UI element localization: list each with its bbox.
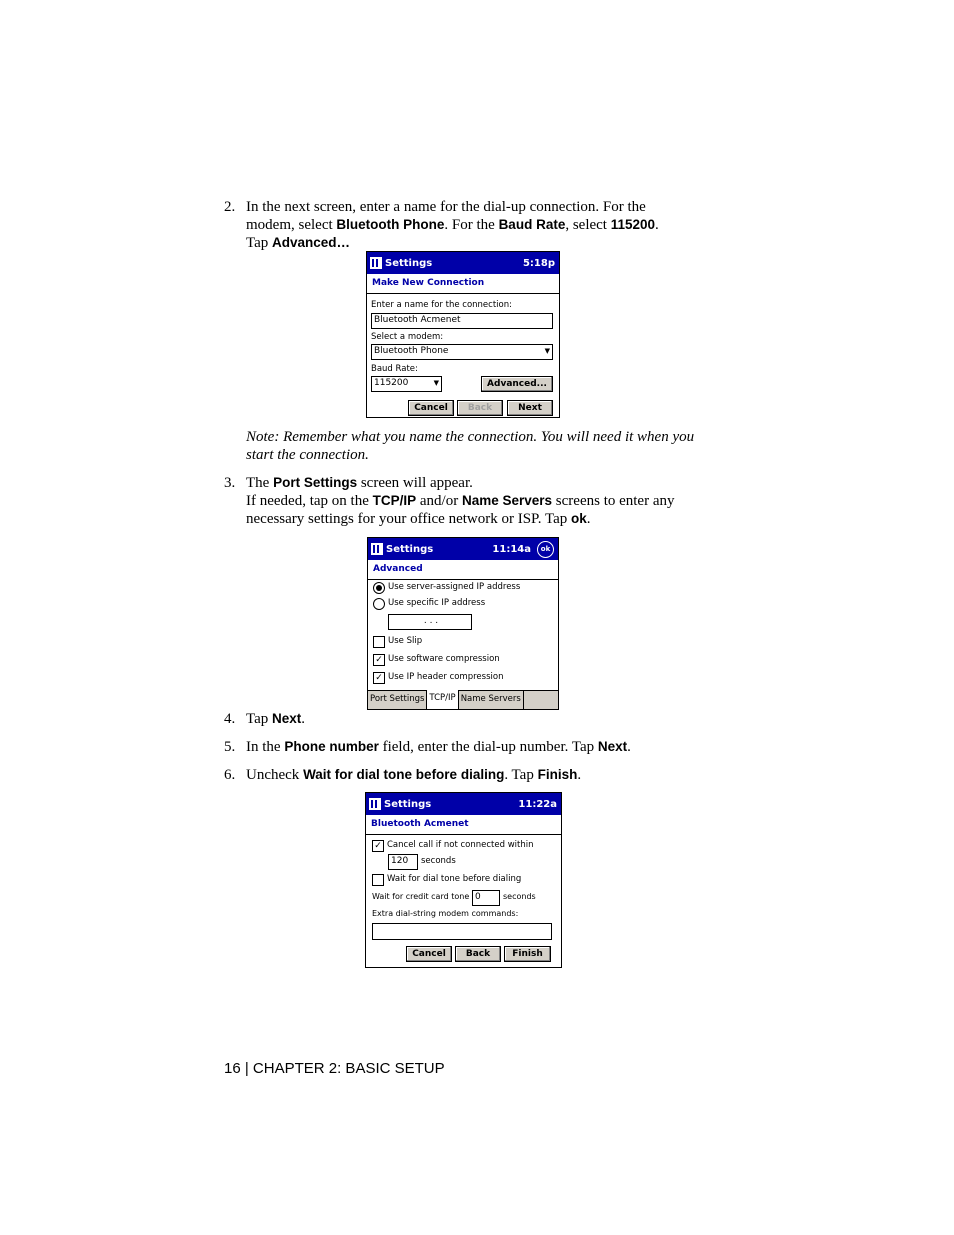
modem-label: Select a modem: xyxy=(371,332,444,342)
step-4-text xyxy=(246,710,696,728)
cancel-call-checkbox[interactable]: ✓ xyxy=(372,840,384,852)
baud-rate-select[interactable]: 115200 ▼ xyxy=(371,376,442,392)
server-ip-radio[interactable] xyxy=(373,582,385,594)
finish-button[interactable]: Finish xyxy=(504,946,551,962)
text-run: screens to enter any xyxy=(552,493,675,509)
ip-header-compression-checkbox[interactable]: ✓ xyxy=(373,672,385,684)
clock: 5:18p xyxy=(522,257,555,269)
text-run: . Tap xyxy=(504,767,538,783)
text-run: If needed, tap on the xyxy=(246,493,373,509)
bold-term: Advanced… xyxy=(272,235,351,250)
extra-commands-input[interactable] xyxy=(372,923,552,940)
text-run: In the next screen, enter a name for the dial-up connection. For the xyxy=(246,199,646,215)
bold-term: Port Settings xyxy=(273,475,358,490)
app-title: Settings xyxy=(386,543,434,555)
modem-select[interactable]: Bluetooth Phone ▼ xyxy=(371,344,553,360)
step-line xyxy=(246,216,696,234)
text-run: necessary settings for your office network or ISP. Tap xyxy=(246,511,571,527)
next-button[interactable]: Next xyxy=(507,400,553,416)
clock: 11:14a xyxy=(492,543,531,555)
step-5-text xyxy=(246,738,696,756)
start-menu-icon[interactable] xyxy=(370,257,382,269)
text-run: In the xyxy=(246,739,285,755)
wait-dial-tone-checkbox[interactable] xyxy=(372,874,384,886)
make-new-connection-screen xyxy=(366,251,560,418)
text-run: . xyxy=(577,767,582,783)
bold-term: Baud Rate xyxy=(498,217,566,232)
use-slip-checkbox[interactable] xyxy=(373,636,385,648)
connection-name-input[interactable]: Bluetooth Acmenet xyxy=(371,313,553,329)
checkbox-label: Use IP header compression xyxy=(388,672,504,682)
software-compression-checkbox[interactable]: ✓ xyxy=(373,654,385,666)
screen-subtitle: Make New Connection xyxy=(367,274,559,294)
text-run: . xyxy=(627,739,631,755)
step-line xyxy=(246,492,696,510)
title-bar xyxy=(368,538,558,560)
ok-button[interactable]: ok xyxy=(537,541,554,558)
text-run: Tap xyxy=(246,235,273,251)
text-run: . xyxy=(586,511,591,527)
step-number: 6. xyxy=(224,767,236,783)
bold-term: ok xyxy=(571,511,587,526)
radio-label: Use server-assigned IP address xyxy=(388,582,521,592)
tab-port-settings[interactable]: Port Settings xyxy=(368,691,427,709)
advanced-screen xyxy=(367,537,559,710)
tab-name-servers[interactable]: Name Servers xyxy=(459,691,524,709)
step-line xyxy=(246,234,696,252)
back-button[interactable]: Back xyxy=(455,946,501,962)
step-6-text xyxy=(246,766,696,784)
step-line xyxy=(246,510,696,528)
app-title: Settings xyxy=(384,798,432,810)
bold-term: TCP/IP xyxy=(372,493,417,508)
dial-options-screen xyxy=(365,792,562,968)
text-run: . For the xyxy=(444,217,499,233)
bold-term: Phone number xyxy=(284,739,379,754)
step-line xyxy=(246,738,696,756)
baud-label: Baud Rate: xyxy=(371,364,418,374)
bold-term: Next xyxy=(597,739,628,754)
step-2-text xyxy=(246,198,696,252)
step-line xyxy=(246,710,696,728)
start-menu-icon[interactable] xyxy=(369,798,381,810)
name-label: Enter a name for the connection: xyxy=(371,300,512,310)
clock: 11:22a xyxy=(518,798,557,810)
radio-label: Use specific IP address xyxy=(388,598,486,608)
cancel-button[interactable]: Cancel xyxy=(406,946,452,962)
cancel-button[interactable]: Cancel xyxy=(408,400,454,416)
bold-term: Finish xyxy=(537,767,578,782)
credit-card-seconds-input[interactable]: 0 xyxy=(472,890,500,906)
text-run: The xyxy=(246,475,274,491)
text-run: field, enter the dial-up number. Tap xyxy=(378,739,598,755)
start-menu-icon[interactable] xyxy=(371,543,383,555)
title-bar xyxy=(367,252,559,274)
step-number: 3. xyxy=(224,475,236,491)
screen-subtitle: Advanced xyxy=(368,560,558,580)
tab-tcp-ip[interactable]: TCP/IP xyxy=(427,690,458,709)
text-run: screen will appear. xyxy=(357,475,473,491)
text-run: . xyxy=(655,217,659,233)
seconds-label: seconds xyxy=(503,892,536,901)
step-number: 4. xyxy=(224,711,236,727)
checkbox-label: Wait for dial tone before dialing xyxy=(387,874,522,884)
checkbox-label: Cancel call if not connected within xyxy=(387,840,534,850)
title-bar xyxy=(366,793,561,815)
text-run: Tap xyxy=(246,711,273,727)
bold-term: 115200 xyxy=(610,217,656,232)
app-title: Settings xyxy=(385,257,433,269)
bold-term: Next xyxy=(272,711,302,726)
ip-address-input[interactable]: . . . xyxy=(388,614,472,630)
step-line xyxy=(246,766,696,784)
step-number: 5. xyxy=(224,739,236,755)
bold-term: Bluetooth Phone xyxy=(336,217,445,232)
page-footer: 16 | CHAPTER 2: BASIC SETUP xyxy=(224,1060,445,1077)
step-number: 2. xyxy=(224,199,236,215)
credit-card-label: Wait for credit card tone xyxy=(372,892,470,901)
step-line xyxy=(246,474,696,492)
screen-subtitle: Bluetooth Acmenet xyxy=(366,815,561,835)
seconds-label: seconds xyxy=(421,856,456,866)
text-run: , select xyxy=(565,217,611,233)
checkbox-label: Use software compression xyxy=(388,654,500,664)
text-run: modem, select xyxy=(246,217,337,233)
timeout-seconds-input[interactable]: 120 xyxy=(388,854,418,870)
bold-term: Wait for dial tone before dialing xyxy=(303,767,505,782)
extra-commands-label: Extra dial-string modem commands: xyxy=(372,909,519,918)
bold-term: Name Servers xyxy=(461,493,553,508)
back-button[interactable]: Back xyxy=(457,400,503,416)
step-3-text xyxy=(246,474,696,528)
text-run: . xyxy=(301,711,306,727)
note-text: Note: Remember what you name the connection. You will need it when you start the connection. xyxy=(246,429,695,463)
step-line xyxy=(246,198,696,216)
checkbox-label: Use Slip xyxy=(388,636,423,646)
specific-ip-radio[interactable] xyxy=(373,598,385,610)
text-run: Uncheck xyxy=(246,767,304,783)
text-run: and/or xyxy=(416,493,462,509)
tab-strip xyxy=(368,690,558,709)
advanced-button[interactable]: Advanced... xyxy=(481,376,553,392)
